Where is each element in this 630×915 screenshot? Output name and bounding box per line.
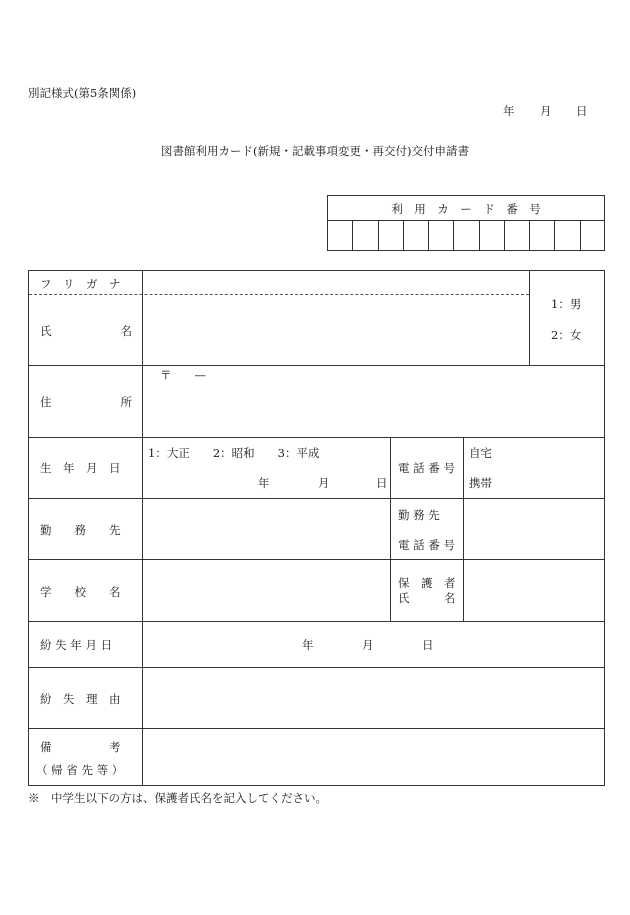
- furigana-label: フ リ ガ ナ: [40, 277, 121, 291]
- loss-reason-label: 紛 失 理 由: [40, 692, 121, 706]
- card-number-divider: [378, 220, 379, 250]
- workplace-phone-input-area[interactable]: [464, 499, 604, 558]
- birth-year-label: 年: [258, 476, 270, 490]
- guardian-label-line1: 保 護 者: [398, 576, 456, 590]
- name-input-area[interactable]: [143, 296, 528, 364]
- gender-male-option[interactable]: 1：男: [551, 297, 582, 311]
- card-number-digit-box[interactable]: [504, 220, 529, 250]
- card-number-digit-box[interactable]: [554, 220, 579, 250]
- phone-input-area[interactable]: [464, 438, 604, 497]
- card-number-divider: [504, 220, 505, 250]
- phone-home-label: 自宅: [469, 446, 492, 460]
- remarks-label-line2: （ 帰 省 先 等 ）: [36, 763, 124, 777]
- birth-month-label: 月: [318, 476, 330, 490]
- school-label: 学 校 名: [40, 585, 121, 599]
- era-options[interactable]: 1：大正 2：昭和 3：平成: [148, 446, 320, 460]
- date-year-label: 年: [503, 104, 515, 118]
- card-number-digit-box[interactable]: [327, 220, 352, 250]
- postal-code-mark: 〒 —: [160, 368, 206, 382]
- loss-date-label: 紛 失 年 月 日: [40, 638, 113, 652]
- card-number-digit-box[interactable]: [453, 220, 478, 250]
- form-title: 図書館利用カード(新規・記載事項変更・再交付)交付申請書: [161, 144, 469, 158]
- phone-mobile-label: 携帯: [469, 476, 492, 490]
- address-input-area[interactable]: [143, 366, 604, 436]
- guardian-name-input-area[interactable]: [464, 560, 604, 620]
- card-number-digit-box[interactable]: [352, 220, 377, 250]
- phone-label: 電 話 番 号: [398, 461, 455, 475]
- workplace-phone-label: 電 話 番 号: [398, 538, 455, 552]
- gender-female-option[interactable]: 2：女: [551, 328, 582, 342]
- remarks-input-area[interactable]: [143, 729, 604, 784]
- guardian-label-line2: 氏 名: [398, 591, 456, 605]
- card-number-digit-box[interactable]: [479, 220, 504, 250]
- card-number-label: 利 用 カ ー ド 番 号: [391, 202, 541, 216]
- card-number-digit-box[interactable]: [378, 220, 403, 250]
- card-number-digit-box[interactable]: [428, 220, 453, 250]
- loss-year-label: 年: [302, 638, 314, 652]
- loss-day-label: 日: [422, 638, 434, 652]
- address-label: 住 所: [40, 395, 132, 409]
- workplace-input-area[interactable]: [143, 499, 389, 558]
- furigana-input-area[interactable]: [143, 271, 528, 293]
- card-number-digit-box[interactable]: [403, 220, 428, 250]
- card-number-divider: [529, 220, 530, 250]
- loss-reason-input-area[interactable]: [143, 668, 604, 727]
- school-input-area[interactable]: [143, 560, 389, 620]
- date-day-label: 日: [576, 104, 588, 118]
- card-number-digit-box[interactable]: [580, 220, 605, 250]
- card-number-divider: [479, 220, 480, 250]
- birth-day-label: 日: [376, 476, 388, 490]
- name-label: 氏 名: [40, 324, 132, 338]
- loss-date-input-area[interactable]: [143, 622, 604, 666]
- card-number-divider: [352, 220, 353, 250]
- card-number-divider: [428, 220, 429, 250]
- loss-month-label: 月: [362, 638, 374, 652]
- card-number-divider: [554, 220, 555, 250]
- form-reference: 別記様式(第5条関係): [28, 86, 137, 100]
- card-number-digit-box[interactable]: [529, 220, 554, 250]
- workplace-right-label: 勤 務 先: [398, 508, 440, 522]
- workplace-label: 勤 務 先: [40, 523, 121, 537]
- card-number-divider: [580, 220, 581, 250]
- card-number-divider: [403, 220, 404, 250]
- card-number-divider: [453, 220, 454, 250]
- remarks-label-line1: 備 考: [40, 740, 121, 754]
- footnote: ※ 中学生以下の方は、保護者氏名を記入してください。: [28, 791, 327, 805]
- date-month-label: 月: [540, 104, 552, 118]
- birthdate-label: 生 年 月 日: [40, 461, 121, 475]
